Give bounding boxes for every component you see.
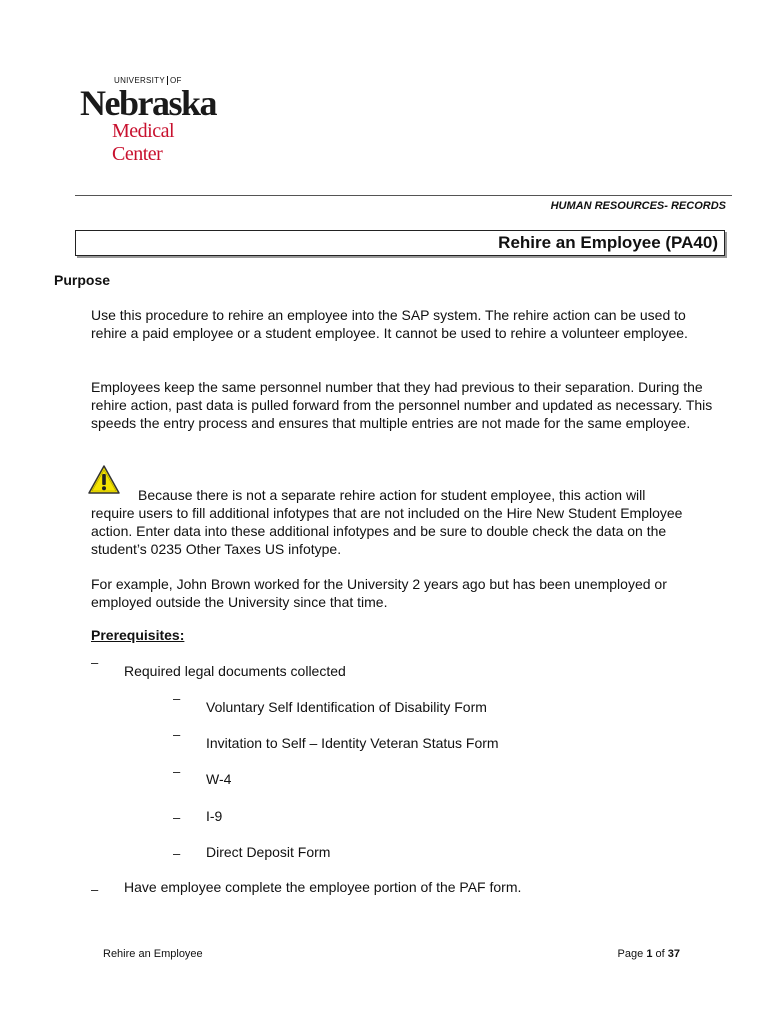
logo-university-text: UNIVERSITY xyxy=(114,76,168,85)
prereq-item-paf-form: Have employee complete the employee portion of the PAF form. xyxy=(124,879,522,895)
title-box xyxy=(75,230,725,256)
logo-of-text: OF xyxy=(170,76,182,85)
footer-current-page: 1 xyxy=(646,948,653,960)
footer-page-number xyxy=(618,948,680,960)
purpose-heading: Purpose xyxy=(54,272,111,288)
footer-doc-name: Rehire an Employee xyxy=(103,948,203,960)
prereq-sub-disability-form: Voluntary Self Identification of Disability Form xyxy=(206,699,487,715)
prereq-sub-i9: I-9 xyxy=(206,808,223,824)
purpose-paragraph-1: Use this procedure to rehire an employee into the SAP system. The rehire action can be used to rehire a paid employee or a student employee. It cannot be used to rehire a volunteer employee. xyxy=(91,307,688,341)
warning-note-rest: require users to fill additional infotypes that are not included on the Hire New Student Employee action. Enter data into these additional infotypes and be sure to double check the data on the student’s 0235 Other Taxes US infotype. xyxy=(91,505,683,557)
prerequisites-heading: Prerequisites: xyxy=(91,627,185,643)
prereq-sub-w4: W-4 xyxy=(206,771,232,787)
purpose-paragraph-2: Employees keep the same personnel number that they had previous to their separation. During the rehire action, past data is pulled forward from the personnel number and updated as necessary. This speeds the entry process and ensures that multiple entries are not made for the same employee. xyxy=(91,379,713,431)
bullet-dash: – xyxy=(173,810,181,825)
footer-of-word: of xyxy=(655,948,665,960)
prereq-sub-veteran-form: Invitation to Self – Identity Veteran Status Form xyxy=(206,735,499,751)
page-title: Rehire an Employee (PA40) xyxy=(498,233,718,252)
bullet-dash: – xyxy=(91,882,99,897)
prereq-item-legal-docs: Required legal documents collected xyxy=(124,663,346,679)
section-label: HUMAN RESOURCES- RECORDS xyxy=(550,200,726,212)
bullet-dash: – xyxy=(173,846,181,861)
example-paragraph: For example, John Brown worked for the University 2 years ago but has been unemployed or employed outside the University since that time. xyxy=(91,576,667,610)
bullet-dash: – xyxy=(91,655,99,670)
bullet-dash: – xyxy=(173,727,181,742)
header-divider xyxy=(75,195,732,196)
footer-page-word: Page xyxy=(617,948,644,960)
prereq-sub-direct-deposit: Direct Deposit Form xyxy=(206,844,331,860)
warning-note-first-line: Because there is not a separate rehire action for student employee, this action will xyxy=(138,487,646,503)
bullet-dash: – xyxy=(173,691,181,706)
bullet-dash: – xyxy=(173,764,181,779)
logo-medical-center-text: Medical Center xyxy=(112,120,175,165)
footer-total-pages: 37 xyxy=(667,948,680,960)
unmc-logo xyxy=(80,76,220,165)
logo-nebraska-text: Nebraska xyxy=(80,83,217,123)
warning-note xyxy=(91,486,721,558)
